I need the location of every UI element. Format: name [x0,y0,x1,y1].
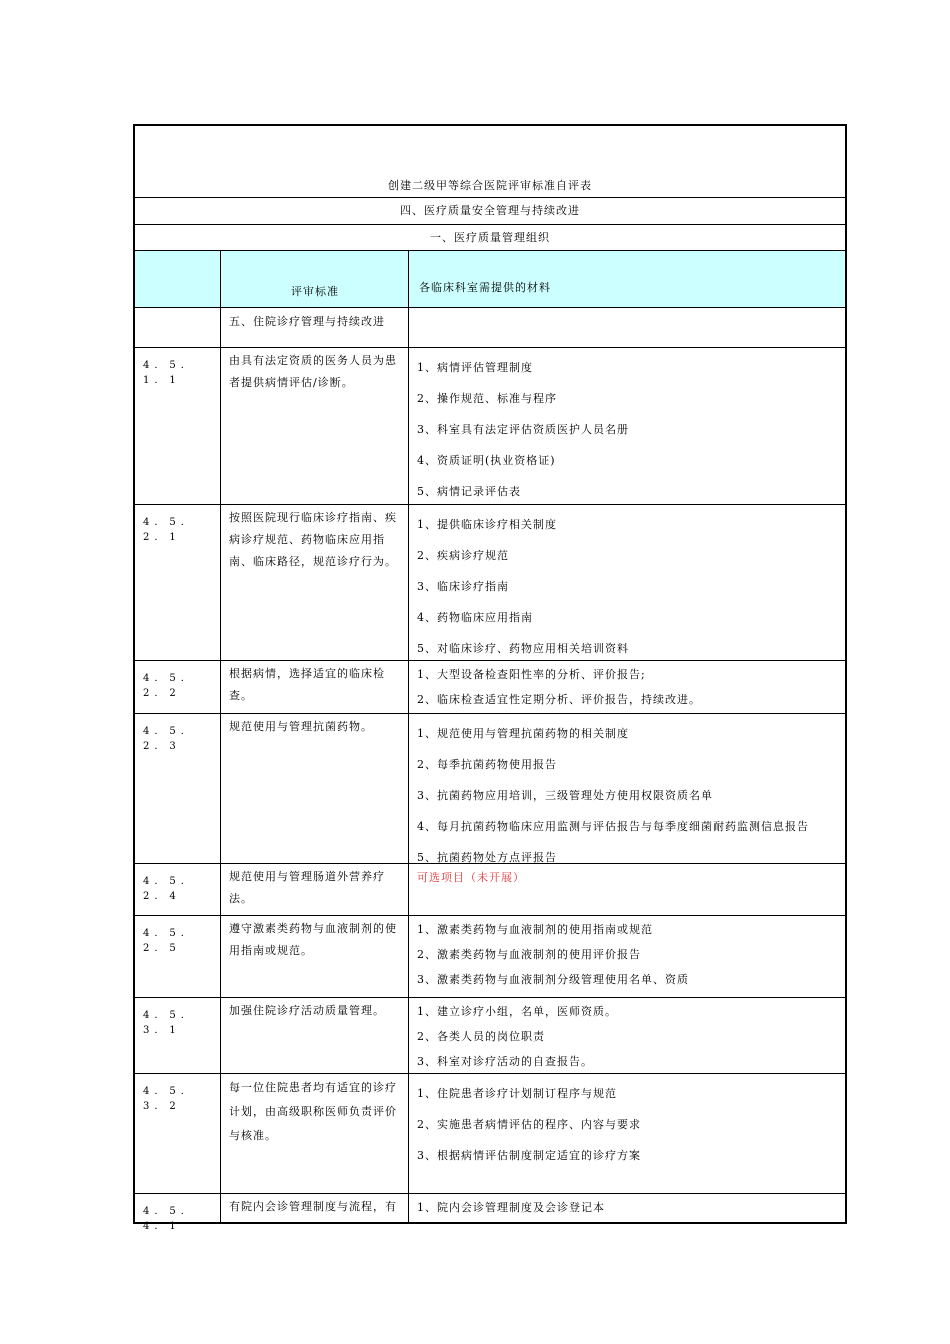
material-item: 2、激素类药物与血液制剂的使用评价报告 [417,948,641,961]
table-row [135,998,845,1074]
material-item: 2、各类人员的岗位职责 [417,1030,545,1043]
row-code: 4．5．1．1 [135,348,221,504]
material-item: 4、每月抗菌药物临床应用监测与评估报告与每季度细菌耐药监测信息报告 [417,820,809,833]
material-item: 2、临床检查适宜性定期分析、评价报告，持续改进。 [417,693,701,706]
material-item: 1、激素类药物与血液制剂的使用指南或规范 [417,923,653,936]
section-row [135,198,845,225]
group-title: 五、住院诊疗管理与持续改进 [221,308,409,347]
material-item: 3、科室对诊疗活动的自查报告。 [417,1055,593,1068]
table-row [135,1074,845,1194]
material-item: 3、科室具有法定评估资质医护人员名册 [417,423,629,436]
table-row [135,714,845,864]
material-item: 5、病情记录评估表 [417,485,521,498]
table-row [135,1194,845,1232]
material-item: 3、根据病情评估制度制定适宜的诊疗方案 [417,1149,641,1162]
row-code: 4．5．3．1 [135,998,221,1073]
header-code-cell [135,251,221,307]
material-item: 1、建立诊疗小组，名单，医师资质。 [417,1005,617,1018]
row-materials [409,661,845,713]
table-title: 创建二级甲等综合医院评审标准自评表 [388,179,592,192]
row-code: 4．5．2．3 [135,714,221,863]
subsection-row [135,225,845,251]
header-standard-cell [221,251,409,307]
group-materials-cell [409,308,845,347]
material-item: 1、住院患者诊疗计划制订程序与规范 [417,1087,617,1100]
optional-item-label: 可选项目（未开展） [417,871,525,884]
table-row [135,916,845,998]
row-materials [409,998,845,1073]
row-materials [409,505,845,660]
row-standard: 加强住院诊疗活动质量管理。 [221,998,409,1073]
row-code: 4．5．2．4 [135,864,221,915]
row-code: 4．5．2．1 [135,505,221,660]
row-materials [409,1194,845,1222]
material-item: 3、临床诊疗指南 [417,580,509,593]
material-item: 3、抗菌药物应用培训，三级管理处方使用权限资质名单 [417,789,713,802]
row-standard: 根据病情，选择适宜的临床检查。 [221,661,409,713]
row-standard: 按照医院现行临床诊疗指南、疾病诊疗规范、药物临床应用指南、临床路径，规范诊疗行为。 [221,505,409,660]
material-item: 1、院内会诊管理制度及会诊登记本 [417,1201,605,1214]
material-item: 1、规范使用与管理抗菌药物的相关制度 [417,727,629,740]
material-item: 5、抗菌药物处方点评报告 [417,851,557,864]
table-row [135,505,845,661]
material-item: 2、实施患者病情评估的程序、内容与要求 [417,1118,641,1131]
header-row [135,251,845,308]
row-code: 4．5．2．2 [135,661,221,713]
title-row [135,126,845,198]
group-code-cell [135,308,221,347]
material-item: 1、病情评估管理制度 [417,361,533,374]
row-materials [409,348,845,504]
material-item: 1、大型设备检查阳性率的分析、评价报告; [417,668,646,681]
table-row [135,661,845,714]
section-title: 四、医疗质量安全管理与持续改进 [400,204,580,217]
row-standard: 有院内会诊管理制度与流程，有 [221,1194,409,1222]
row-materials [409,714,845,863]
evaluation-table [133,124,847,1232]
row-materials [409,916,845,997]
row-standard: 遵守激素类药物与血液制剂的使用指南或规范。 [221,916,409,997]
header-standard-label: 评审标准 [291,285,339,298]
row-standard: 每一位住院患者均有适宜的诊疗计划，由高级职称医师负责评价与核准。 [221,1074,409,1193]
header-materials-cell [409,251,845,307]
group-row [135,308,845,348]
material-item: 3、激素类药物与血液制剂分级管理使用名单、资质 [417,973,689,986]
row-materials [409,1074,845,1193]
material-item: 2、每季抗菌药物使用报告 [417,758,557,771]
row-standard: 由具有法定资质的医务人员为患者提供病情评估/诊断。 [221,348,409,504]
material-item: 5、对临床诊疗、药物应用相关培训资料 [417,642,629,655]
row-standard: 规范使用与管理抗菌药物。 [221,714,409,863]
row-standard: 规范使用与管理肠道外营养疗法。 [221,864,409,915]
header-materials-label: 各临床科室需提供的材料 [419,281,551,294]
row-code: 4．5．4．1 [135,1194,221,1222]
table-row [135,348,845,505]
material-item: 4、药物临床应用指南 [417,611,533,624]
material-item: 2、疾病诊疗规范 [417,549,509,562]
material-item: 4、资质证明(执业资格证) [417,454,556,467]
material-item: 2、操作规范、标准与程序 [417,392,557,405]
table-row [135,864,845,916]
row-code: 4．5．3．2 [135,1074,221,1193]
subsection-title: 一、医疗质量管理组织 [430,231,550,244]
row-code: 4．5．2．5 [135,916,221,997]
row-materials [409,864,845,915]
material-item: 1、提供临床诊疗相关制度 [417,518,557,531]
